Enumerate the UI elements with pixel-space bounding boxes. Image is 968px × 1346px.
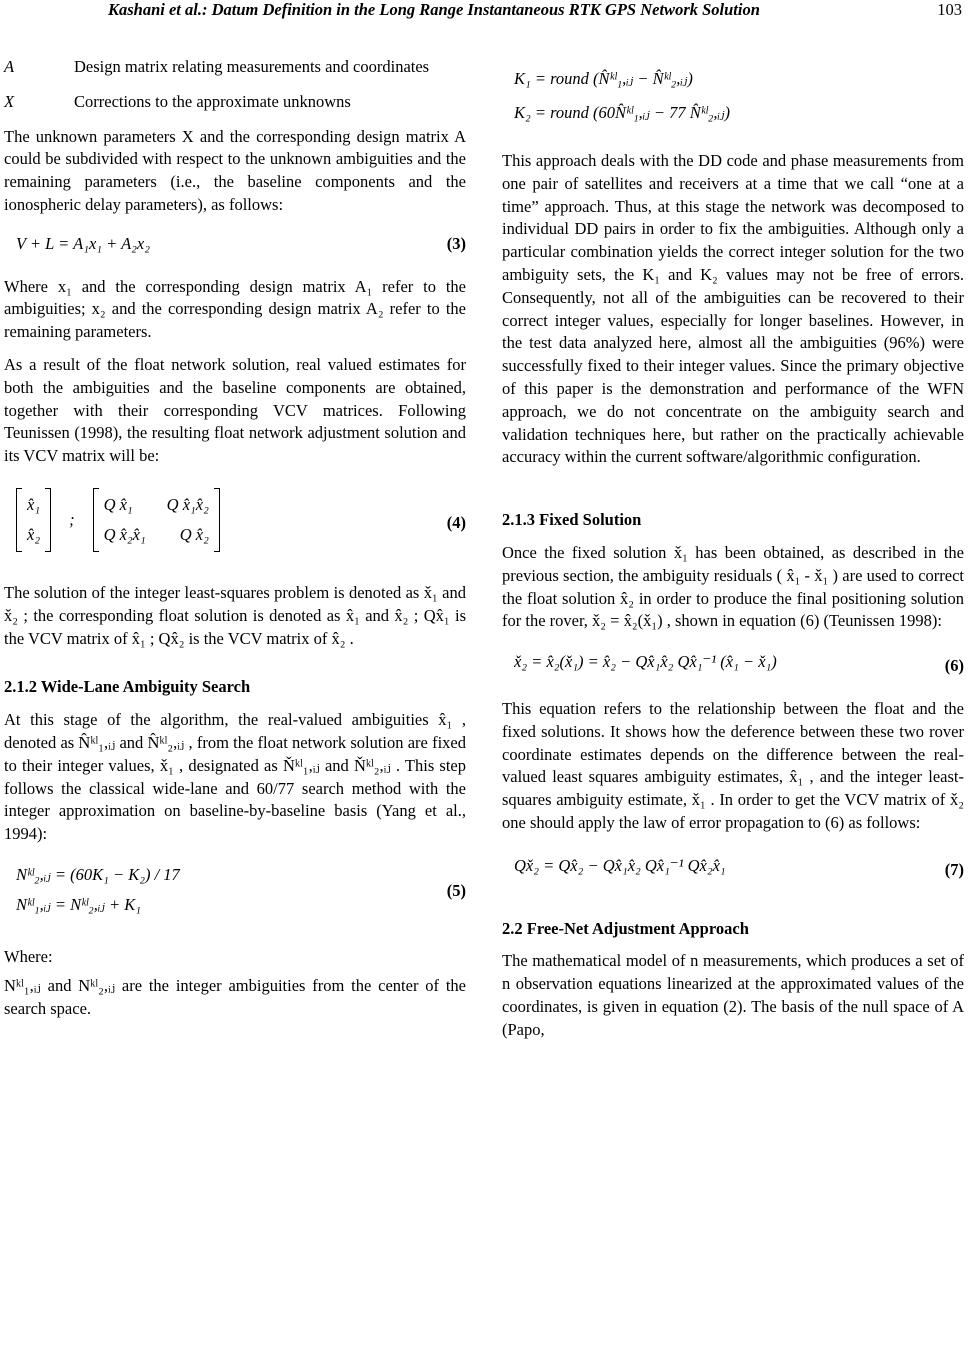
equation-body	[4, 860, 466, 920]
equation-body: Qx̌₂ = Qx̂₂ − Qx̂₁x̂₂ Qx̂₁⁻¹ Qx̂₂x̂₁	[514, 855, 726, 875]
definition-symbol: A	[4, 57, 15, 76]
vcv-matrix	[93, 488, 220, 552]
matrix-cell: Q x̂₁	[103, 494, 133, 514]
equation-number: (4)	[446, 512, 466, 532]
paragraph: This approach deals with the DD code and phase measurements from one pair of satellites and receivers at a time that we call “one at a time” approach. Thus, at this stage the network was decomposed to individual DD pairs in order to fix the ambiguities. Although only a particular combination yields the correct integer solution for the two ambiguity sets, the K₁ and K₂ values may not be free of errors. Consequently, not all of the ambiguities can be recovered to their correct integer values, especially for longer baselines. However, in the test data analyzed here, almost all the ambiguities (96%) were successfully fixed to their integer values. Since the primary objective of this paper is the demonstration and performance of the WFN approach, we do not concentrate on the ambiguity search and validation techniques here, but rather on the practically achievable accuracy within the current software/algorithmic configuration.	[502, 151, 964, 467]
left-column	[4, 56, 466, 1026]
separator: ;	[69, 509, 75, 529]
definition-text: Design matrix relating measurements and coordinates	[74, 57, 430, 76]
definition-symbol: X	[4, 91, 15, 111]
paragraph: The mathematical model of n measurements, which produces a set of n observation equations linearized at the approximated values of the coordinates, is given in equation (2). The basis of the null space of A (Papo,	[502, 951, 964, 1039]
paragraph: Where:	[4, 946, 53, 966]
equation-body: V + L = A₁x₁ + A₂x₂	[16, 233, 150, 253]
equation-line: K₂ = round (60N̂ᵏˡ₁,ᵢⱼ − 77 N̂ᵏˡ₂,ᵢⱼ)	[514, 103, 731, 122]
paragraph: Once the fixed solution x̌₁ has been obtained, as described in the previous section, the ambiguity residuals ( x̂₁ - x̌₁ ) are used to correct the float solution x̂₂ in order to produce the final positioning solution for the rover, x̌₂ = x̂₂(x̌₁) , shown in equation (6) (Teunissen 1998):	[502, 542, 964, 631]
paragraph: The solution of the integer least-squares problem is denoted as x̌₁ and x̌₂ ; the corresponding float solution is denoted as x̂₁ and x̂₂ ; Qx̂₁ is the VCV matrix of x̂₁ ; Qx̂₂ is the VCV matrix of x̂₂ .	[4, 582, 466, 648]
page-number: 103	[937, 0, 962, 19]
section-heading: 2.2 Free-Net Adjustment Approach	[502, 918, 749, 938]
vector-row: x̂₁	[27, 494, 41, 514]
equation-4	[4, 488, 466, 558]
paragraph: At this stage of the algorithm, the real-valued ambiguities x̂₁ , denoted as N̂ᵏˡ₁,ᵢⱼ and N̂ᵏˡ₂,ᵢⱼ , from the float network solution are fixed to their integer values, x̌₁ , designated as Ňᵏˡ₁,ᵢⱼ and Ňᵏˡ₂,ᵢⱼ . This step follows the classical wide-lane and 60/77 search method with the integer approximation on baseline-by-baseline basis (Yang et al., 1994):	[4, 710, 466, 844]
matrix-cell: Q x̂₂	[179, 524, 209, 544]
right-column	[502, 56, 964, 1048]
equation-line: Nᵏˡ₁,ᵢⱼ = Nᵏˡ₂,ᵢⱼ + K₁	[16, 894, 141, 914]
equation-number: (5)	[446, 880, 466, 900]
equation-3	[4, 233, 466, 256]
paragraph: Nᵏˡ₁,ᵢⱼ and Nᵏˡ₂,ᵢⱼ are the integer ambiguities from the center of the search space.	[4, 975, 466, 1018]
paragraph: Where x₁ and the corresponding design matrix A₁ refer to the ambiguities; x₂ and the corresponding design matrix A₂ refer to the remaining parameters.	[4, 276, 466, 342]
equation-body	[502, 62, 964, 130]
equation-number: (3)	[446, 233, 466, 253]
float-solution-vector	[16, 488, 51, 552]
matrix-cell: Q x̂₁x̂₂	[166, 494, 209, 514]
equation-line: Nᵏˡ₂,ᵢⱼ = (60K₁ − K₂) / 17	[16, 864, 180, 884]
definition-text: Corrections to the approximate unknowns	[74, 91, 351, 111]
equation-6	[502, 651, 964, 674]
equation-body	[4, 488, 466, 552]
matrix-cell: Q x̂₂x̂₁	[103, 524, 146, 544]
equation-number: (7)	[944, 859, 964, 879]
definition-A	[4, 56, 466, 79]
vector-row: x̂₂	[27, 524, 41, 544]
section-heading: 2.1.3 Fixed Solution	[502, 510, 642, 530]
equation-number: (6)	[944, 656, 964, 676]
paragraph: This equation refers to the relationship between the float and the fixed solutions. It shows how the deference between these two rover coordinate estimates depends on the difference between the real-valued least squares ambiguity estimates, x̂₁ , and the integer least-squares ambiguity estimate, x̌₁ . In order to get the VCV matrix of x̌₂ one should apply the law of error propagation to (6) as follows:	[502, 698, 964, 832]
equation-5	[4, 860, 466, 926]
section-heading: 2.1.2 Wide-Lane Ambiguity Search	[4, 677, 251, 697]
running-header	[0, 0, 968, 22]
equation-line: K₁ = round (N̂ᵏˡ₁,ᵢⱼ − N̂ᵏˡ₂,ᵢⱼ)	[514, 69, 693, 88]
paragraph: As a result of the float network solution, real valued estimates for both the ambiguities and the baseline components are obtained, together with their corresponding VCV matrices. Following Teunissen (1998), the resulting float network adjustment solution and its VCV matrix will be:	[4, 354, 466, 466]
equation-body: x̌₂ = x̂₂(x̌₁) = x̂₂ − Qx̂₁x̂₂ Qx̂₁⁻¹ (x̂₁ − x̌₁)	[514, 652, 777, 672]
definition-X	[4, 91, 466, 114]
paragraph: The unknown parameters X and the corresponding design matrix A could be subdivided with respect to the unknown ambiguities and the remaining parameters (i.e., the baseline components and the ionospheric delay parameters), as follows:	[4, 126, 466, 214]
equation-7	[502, 855, 964, 878]
equation-k	[502, 62, 964, 130]
running-title: Kashani et al.: Datum Definition in the Long Range Instantaneous RTK GPS Network Solution	[108, 0, 760, 19]
